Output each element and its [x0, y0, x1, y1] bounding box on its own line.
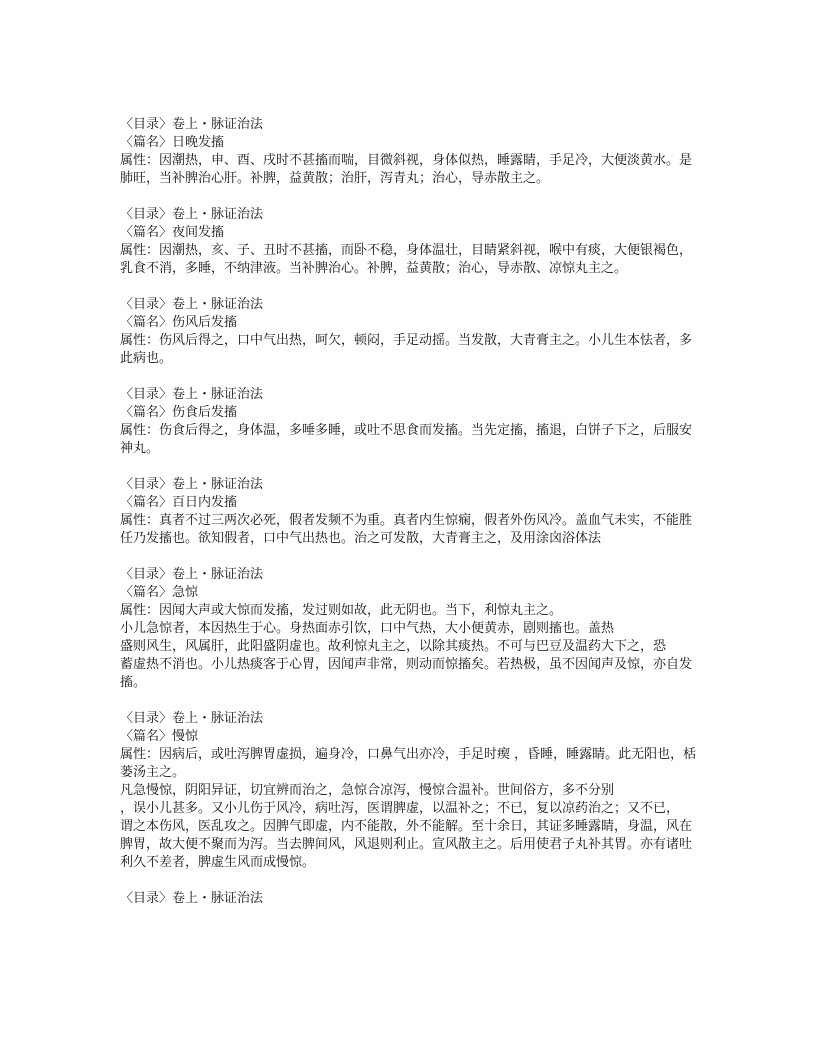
body-paragraph: 凡急慢惊，阴阳异证，切宜辨而治之，急惊合凉泻，慢惊合温补。世间俗方，多不分别 — [120, 783, 615, 798]
document-entry — [120, 386, 700, 458]
document-entry — [120, 116, 700, 188]
section-title-line: 〈篇名〉日晚发搐 — [120, 135, 225, 150]
body-paragraph: 谓之本伤风，医乱攻之。因脾气即虚，内不能散，外不能解。至十余日，其证多睡露睛，身温，风在脾胃，故大便不聚而为泻。当去脾间风，风退则利止。宣风散主之。后用使君子丸补其胃。亦有诸吐利久不差者，脾虚生风而成慢惊。 — [120, 819, 693, 870]
document-entry — [120, 296, 700, 368]
section-title-line: 〈篇名〉急惊 — [120, 585, 199, 600]
body-paragraph: 属性：伤风后得之，口中气出热，呵欠，顿闷，手足动摇。当发散，大青膏主之。小儿生本怯者，多此病也。 — [120, 333, 693, 366]
catalog-line: 〈目录〉卷上・脉证治法 — [120, 477, 264, 492]
document-page — [120, 116, 700, 926]
catalog-line: 〈目录〉卷上・脉证治法 — [120, 117, 264, 132]
document-entry — [120, 476, 700, 548]
catalog-line: 〈目录〉卷上・脉证治法 — [120, 387, 264, 402]
body-paragraph: 小儿急惊者，本因热生于心。身热面赤引饮，口中气热，大小便黄赤，剧则搐也。盖热 — [120, 621, 615, 636]
section-title-line: 〈篇名〉百日内发搐 — [120, 495, 238, 510]
catalog-line: 〈目录〉卷上・脉证治法 — [120, 297, 264, 312]
document-entry — [120, 206, 700, 278]
body-paragraph: 属性：因病后，或吐泻脾胃虚损，遍身冷，口鼻气出亦冷，手足时瘈 ，昏睡，睡露睛。此无阳也，栝蒌汤主之。 — [120, 747, 697, 780]
body-paragraph: 属性：因潮热，亥、子、丑时不甚搐，而卧不稳，身体温壮，目睛紧斜视，喉中有痰，大便银褐色，乳食不消，多睡，不纳津液。当补脾治心。补脾，益黄散；治心，导赤散、凉惊丸主之。 — [120, 243, 693, 276]
document-entry — [120, 710, 700, 872]
catalog-line: 〈目录〉卷上・脉证治法 — [120, 891, 264, 906]
section-title-line: 〈篇名〉慢惊 — [120, 729, 199, 744]
body-paragraph: ，误小儿甚多。又小儿伤于风冷，病吐泻，医谓脾虚，以温补之；不已，复以凉药治之；又不已， — [120, 801, 680, 816]
body-paragraph: 属性：伤食后得之，身体温，多唾多睡，或吐不思食而发搐。当先定搐，搐退，白饼子下之，后服安神丸。 — [120, 423, 693, 456]
body-paragraph: 蓄虚热不消也。小儿热痰客于心胃，因闻声非常，则动而惊搐矣。若热极，虽不因闻声及惊，亦自发搐。 — [120, 657, 693, 690]
section-title-line: 〈篇名〉伤食后发搐 — [120, 405, 238, 420]
body-paragraph: 属性：因潮热，申、酉、戌时不甚搐而喘，目微斜视，身体似热，睡露睛，手足冷，大便淡黄水。是肺旺，当补脾治心肝。补脾，益黄散；治肝，泻青丸；治心，导赤散主之。 — [120, 153, 693, 186]
body-paragraph: 属性：因闻大声或大惊而发搐，发过则如故，此无阴也。当下，利惊丸主之。 — [120, 603, 563, 618]
body-paragraph: 盛则风生，风属肝，此阳盛阴虚也。故利惊丸主之，以除其痰热。不可与巴豆及温药大下之，恐 — [120, 639, 667, 654]
document-entry — [120, 890, 700, 908]
catalog-line: 〈目录〉卷上・脉证治法 — [120, 711, 264, 726]
section-title-line: 〈篇名〉夜间发搐 — [120, 225, 225, 240]
body-paragraph: 属性：真者不过三两次必死，假者发频不为重。真者内生惊痫，假者外伤风冷。盖血气未实，不能胜任乃发搐也。欲知假者，口中气出热也。治之可发散，大青膏主之，及用涂囟浴体法 — [120, 513, 693, 546]
catalog-line: 〈目录〉卷上・脉证治法 — [120, 567, 264, 582]
document-entry — [120, 566, 700, 692]
catalog-line: 〈目录〉卷上・脉证治法 — [120, 207, 264, 222]
section-title-line: 〈篇名〉伤风后发搐 — [120, 315, 238, 330]
